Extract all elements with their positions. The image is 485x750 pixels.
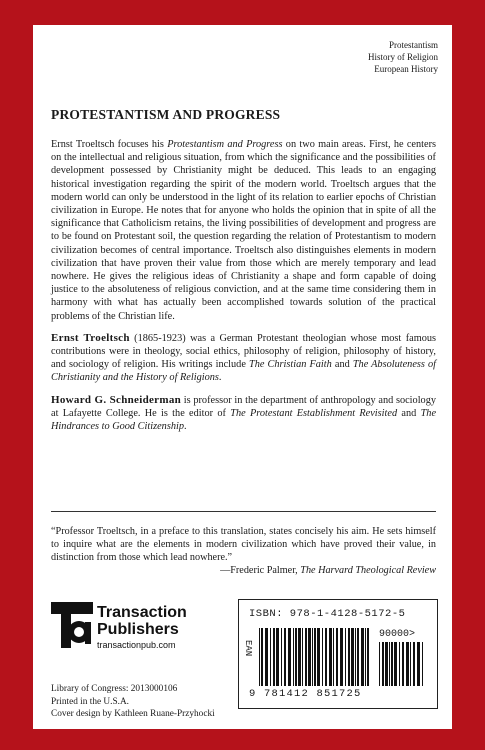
author-bio-schneiderman — [51, 394, 436, 434]
barcode-digits: 9 781412 851725 — [249, 688, 362, 700]
addon-barcode-bars — [379, 642, 425, 686]
publisher-logo — [51, 600, 226, 660]
bio-text: is professor in the department of anthropology and sociology at Lafayette College. He is the editor of — [51, 394, 437, 419]
bio-text: . — [184, 421, 187, 433]
quote-text: “Professor Troeltsch, in a preface to this translation, states concisely his aim. He sets himself to inquire what are the elements in modern civilization which have proved their value, in distinction from those which lead nowhere.” — [51, 526, 436, 563]
printed-in: Printed in the U.S.A. — [51, 696, 129, 707]
publisher-name-line: Publishers — [97, 621, 179, 638]
ean-label: EAN — [243, 640, 253, 657]
loc-number: Library of Congress: 2013000106 — [51, 684, 178, 694]
cover-design-credit: Cover design by Kathleen Ruane-Przyhocki — [51, 709, 215, 719]
author-bio-troeltsch — [51, 332, 436, 385]
author-name: Ernst Troeltsch — [51, 331, 130, 344]
isbn-barcode — [238, 599, 438, 709]
publisher-name — [97, 604, 187, 638]
bio-text: and — [397, 407, 421, 419]
subject-list — [368, 39, 438, 75]
publisher-url: transactionpub.com — [97, 640, 176, 650]
publication-info — [51, 683, 215, 721]
description-paragraph — [51, 138, 436, 323]
attribution-journal: The Harvard Theological Review — [300, 565, 436, 576]
publisher-name-line: Transaction — [97, 604, 187, 621]
ean-barcode-bars — [259, 628, 371, 686]
bio-italic: The Christian Faith — [248, 359, 332, 371]
section-divider — [51, 511, 436, 512]
quote-attribution — [51, 564, 436, 577]
back-cover — [33, 25, 452, 729]
bio-text: (1865-1923) was a German Protestant theologian whose most famous contributions were in theology, social ethics, philosophy of religion, philosophy of history, and sociology of religion. His writings include — [51, 332, 437, 371]
bio-italic: The Protestant Establishment Revisited — [230, 407, 398, 419]
subject-item: History of Religion — [368, 52, 438, 62]
description-text: Ernst Troeltsch focuses his — [51, 139, 168, 150]
bio-text: . — [218, 372, 222, 384]
transaction-logo-icon — [51, 602, 93, 652]
isbn-text: ISBN: 978-1-4128-5172-5 — [249, 608, 406, 620]
subject-item: Protestantism — [389, 40, 438, 50]
attribution-text: —Frederic Palmer, — [220, 565, 301, 576]
description-text: on two main areas. First, he centers on the intellectual and religious situation, from which the significance and the possibilities of development possessed by Christianity might be deduced. This leads to an engaging historical investigation regarding the spirit of the modern world. Troeltsch argues that the modern world can only be understood in the light of its relation to earlier epochs of Christian civilization in Europe. He notes that for anyone who holds the opinion that in spite of all the significance that Catholicism retains, the living possibilities of development and progress are to be found on Protestant soil, the question regarding the relation of Protestantism to modern civilization becomes of central importance. Troeltsch also distinguishes elements in modern civilization that have proven their value from those which are merely temporary and lead nowhere. He gives the religious ideas of Christianity a shape and form capable of doing justice to the absoluteness of religious conviction, and at the same time considering them in harmony with what has actually been accomplished towards solution of the practical problems of the Christian life. — [51, 139, 437, 322]
bio-italic: The Absoluteness of Christianity and the History of Religions — [51, 359, 436, 384]
book-title: PROTESTANTISM AND PROGRESS — [51, 107, 281, 122]
review-quote — [51, 525, 436, 577]
bio-text: and — [331, 359, 353, 371]
bio-italic: The Hindrances to Good Citizenship — [51, 407, 437, 433]
author-name: Howard G. Schneiderman — [51, 393, 182, 406]
description-body — [51, 138, 436, 442]
subject-item: European History — [374, 64, 438, 74]
addon-digits: 90000> — [379, 629, 416, 640]
description-italic: Protestantism and Progress — [167, 139, 283, 150]
